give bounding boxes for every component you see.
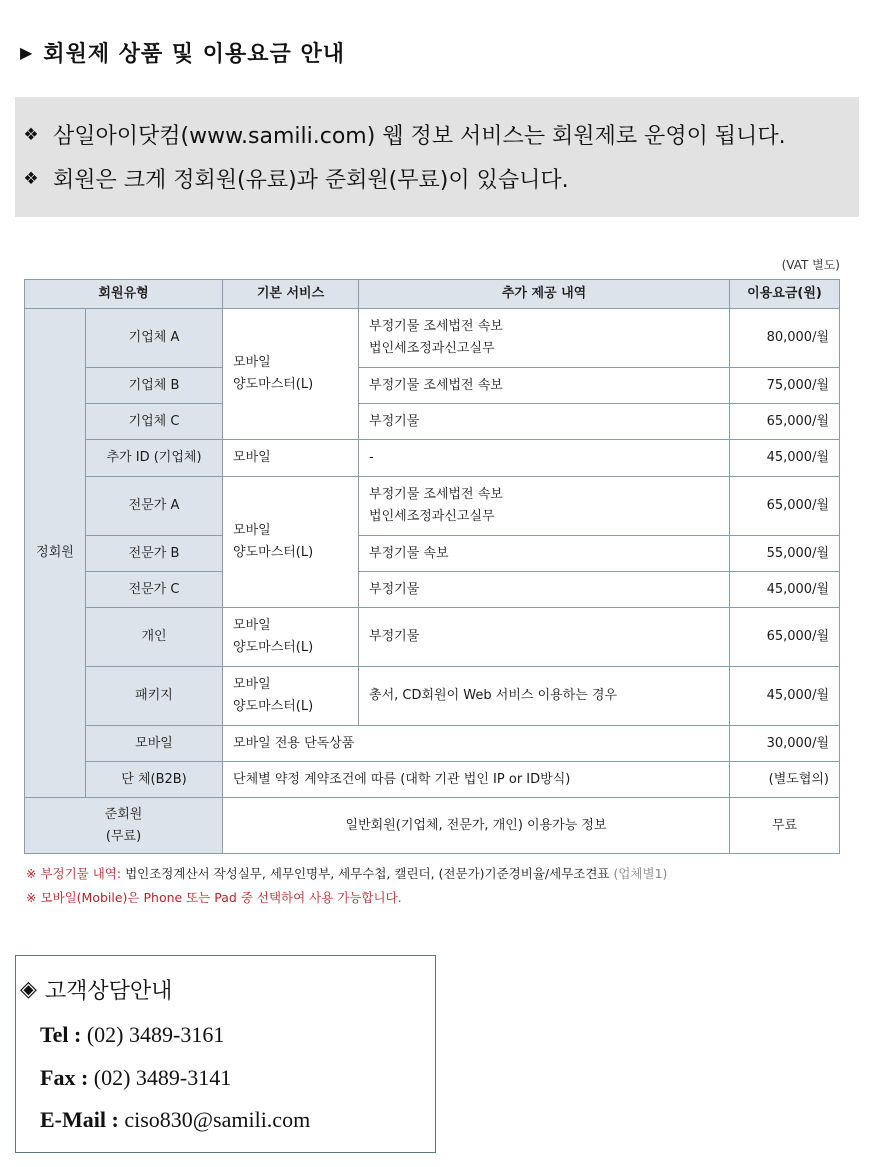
base-service-line: 모바일 — [233, 523, 271, 538]
table-row — [25, 536, 840, 572]
table-row — [25, 572, 840, 608]
triangle-right-icon: ▶ — [20, 42, 34, 62]
associate-sublabel: (무료) — [105, 828, 142, 844]
extra-line: 부정기물 조세법전 속보 — [369, 487, 503, 502]
footnote-1 — [26, 862, 667, 886]
price: 75,000/월 — [730, 368, 840, 404]
intro-line-2 — [21, 163, 569, 194]
base-service-line: 양도마스터(L) — [233, 545, 314, 560]
vat-note: (VAT 별도) — [781, 258, 840, 272]
base-service-cell — [223, 477, 359, 608]
footnote-2: ※ 모바일(Mobile)은 Phone 또는 Pad 중 선택하여 사용 가능합니다. — [26, 890, 402, 905]
extra-line: 부정기물 조세법전 속보 — [369, 319, 503, 334]
member-type: 패키지 — [86, 667, 223, 726]
price: 45,000/월 — [730, 667, 840, 726]
extra-items-cell: 부정기물 속보 — [359, 536, 730, 572]
extra-items-cell: 모바일 전용 단독상품 — [223, 726, 730, 762]
price: 65,000/월 — [730, 608, 840, 667]
footnote-label: ※ 부정기물 내역: — [26, 866, 122, 881]
intro-box — [15, 97, 859, 217]
price: 65,000/월 — [730, 477, 840, 536]
extra-line: 법인세조정과신고실무 — [369, 341, 495, 356]
extra-line: 법인세조정과신고실무 — [369, 509, 495, 524]
table-row — [25, 404, 840, 440]
pricing-table — [24, 279, 840, 854]
associate-desc: 일반회원(기업체, 전문가, 개인) 이용가능 정보 — [223, 798, 730, 854]
header-base-service: 기본 서비스 — [223, 280, 359, 309]
associate-label: 준회원 — [104, 806, 143, 822]
base-service-line: 모바일 — [233, 355, 271, 370]
price: 45,000/월 — [730, 440, 840, 477]
price: 30,000/월 — [730, 726, 840, 762]
table-row — [25, 440, 840, 477]
tel-value: (02) 3489-3161 — [81, 1022, 225, 1047]
extra-items-cell: - — [359, 440, 730, 477]
table-header-row — [25, 280, 840, 309]
table-row — [25, 309, 840, 368]
intro-text-1: 삼일아이닷컴(www.samili.com) 웹 정보 서비스는 회원제로 운영이 됩니다. — [53, 124, 786, 149]
extra-items-cell: 부정기물 — [359, 404, 730, 440]
diamond-icon: ◈ — [20, 977, 37, 1002]
member-type: 모바일 — [86, 726, 223, 762]
email-label: E-Mail : — [40, 1107, 119, 1132]
price: 45,000/월 — [730, 572, 840, 608]
page-title-text: 회원제 상품 및 이용요금 안내 — [43, 41, 345, 67]
base-service-cell — [223, 309, 359, 440]
footnote-text: 법인조정계산서 작성실무, 세무인명부, 세무수첩, 캘린더, (전문가)기준경비율/세무조견표 — [121, 866, 610, 881]
base-service-cell: 모바일 — [223, 440, 359, 477]
price: 무료 — [730, 798, 840, 854]
header-fee: 이용요금(원) — [730, 280, 840, 309]
group-regular-member: 정회원 — [25, 309, 86, 798]
header-extra-items: 추가 제공 내역 — [359, 280, 730, 309]
header-member-type: 회원유형 — [25, 280, 223, 309]
extra-items-cell — [359, 477, 730, 536]
base-service-cell — [223, 608, 359, 667]
fax-label: Fax : — [40, 1065, 89, 1090]
extra-items-cell: 부정기물 — [359, 572, 730, 608]
contact-tel — [40, 1022, 224, 1048]
base-service-line: 모바일 — [233, 677, 271, 692]
member-type: 개인 — [86, 608, 223, 667]
fax-value: (02) 3489-3141 — [88, 1065, 232, 1090]
diamond-bullet-icon: ❖ — [23, 124, 39, 145]
table-row — [25, 726, 840, 762]
member-type: 기업체 C — [86, 404, 223, 440]
contact-title: 고객상담안내 — [44, 979, 173, 1004]
price: (별도협의) — [730, 762, 840, 798]
contact-fax — [40, 1065, 231, 1091]
intro-text-2: 회원은 크게 정회원(유료)과 준회원(무료)이 있습니다. — [53, 168, 569, 193]
contact-email — [40, 1107, 310, 1133]
tel-label: Tel : — [40, 1022, 82, 1047]
footnote-tail: (업체별1) — [609, 866, 668, 881]
diamond-bullet-icon: ❖ — [23, 168, 39, 189]
contact-heading — [20, 974, 172, 1005]
table-row — [25, 477, 840, 536]
extra-items-cell: 단체별 약정 계약조건에 따름 (대학 기관 법인 IP or ID방식) — [223, 762, 730, 798]
member-type: 전문가 A — [86, 477, 223, 536]
extra-items-cell: 부정기물 조세법전 속보 — [359, 368, 730, 404]
table-row — [25, 608, 840, 667]
extra-items-cell: 부정기물 — [359, 608, 730, 667]
base-service-line: 양도마스터(L) — [233, 699, 314, 714]
member-type: 기업체 A — [86, 309, 223, 368]
extra-items-cell — [359, 309, 730, 368]
price: 65,000/월 — [730, 404, 840, 440]
table-row-associate — [25, 798, 840, 854]
member-type: 추가 ID (기업체) — [86, 440, 223, 477]
member-type-associate — [25, 798, 223, 854]
base-service-line: 양도마스터(L) — [233, 640, 314, 655]
base-service-line: 모바일 — [233, 618, 271, 633]
contact-box — [15, 955, 436, 1153]
intro-line-1 — [21, 119, 786, 150]
page-title — [20, 36, 345, 68]
table-row — [25, 667, 840, 726]
table-row — [25, 762, 840, 798]
table-row — [25, 368, 840, 404]
price: 55,000/월 — [730, 536, 840, 572]
email-value: ciso830@samili.com — [118, 1107, 311, 1132]
member-type: 단 체(B2B) — [86, 762, 223, 798]
base-service-line: 양도마스터(L) — [233, 377, 314, 392]
footnotes — [26, 862, 667, 910]
member-type: 전문가 B — [86, 536, 223, 572]
member-type: 전문가 C — [86, 572, 223, 608]
price: 80,000/월 — [730, 309, 840, 368]
base-service-cell — [223, 667, 359, 726]
extra-items-cell: 총서, CD회원이 Web 서비스 이용하는 경우 — [359, 667, 730, 726]
member-type: 기업체 B — [86, 368, 223, 404]
